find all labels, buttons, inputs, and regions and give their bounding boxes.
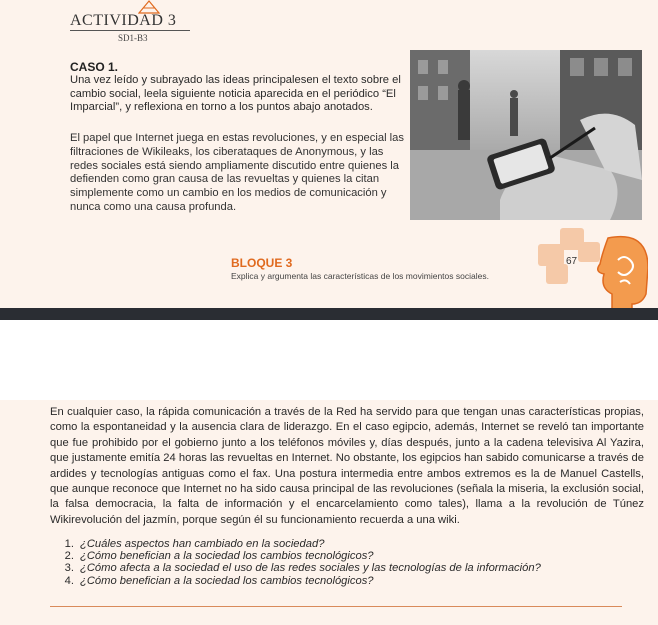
question-item [50,538,644,550]
activity-code: SD1-B3 [118,33,148,43]
case-body: El papel que Internet juega en estas revoluciones, y en especial las filtraciones de Wikileaks, los ciberataques de Anonymous, y las redes sociales está siendo ampliamente discutido entre quienes la defienden como gran causa de las revueltas y quienes la citan simplemente como un cambio en los medios de comunicación y nunca como una causa profunda. [70,132,404,213]
question-text: ¿Cuáles aspectos han cambiado en la sociedad? [80,538,325,550]
street-smartphone-photo [410,50,642,220]
page-number: 67 [566,256,578,267]
question-number: 2. [64,550,74,563]
question-number: 4. [64,574,74,587]
case-intro: Una vez leído y subrayado las ideas principalesen el texto sobre el cambio social, leela siguiente noticia aparecida en el periódico “El Imparcial”, y reflexiona en torno a los puntos abajo anotados. [70,74,401,114]
case-title: CASO 1. [70,60,119,74]
question-item [50,562,644,574]
questions-divider [50,606,622,607]
question-text: ¿Cómo afecta a la sociedad el uso de las redes sociales y las tecnologías de la información? [80,562,541,575]
question-item [50,550,644,562]
activity-title: ACTIVIDAD 3 [70,12,177,29]
question-item [50,575,644,587]
article-paragraph: En cualquier caso, la rápida comunicación a través de la Red ha servido para que tengan unas características propias, como la espontaneidad y la ausencia clara de liderazgo. En el caso egipcio, además, Internet se reveló tan importante que fue prohibido por el gobierno junto a los teléfonos móviles y, días después, junto a la cadena televisiva Al Yazira, que justamente emitía 24 horas las revueltas en Internet. No obstante, los egipcios han sabido comunicarse a través de ardides y tecnologías antiguas como el fax. Una postura intermedia entre ambos extremos es la de Manuel Castells, que aunque reconoce que Internet no ha sido causa principal de las revoluciones (señala la miseria, la exclusión social, la falsa democracia, la falta de información y el encarcelamiento como tales), llama a la revolución de Túnez Wikirevolución del jazmín, porque según él su funcionamiento recuerda a una wiki. [50,406,644,526]
puzzle-head-icon [538,224,648,310]
questions-list [50,538,644,587]
activity-title-underline [70,30,190,31]
question-text: ¿Cómo benefician a la sociedad los cambios tecnológicos? [80,574,374,587]
block-subtitle: Explica y argumenta las características de los movimientos sociales. [231,271,489,281]
block-title: BLOQUE 3 [231,256,293,270]
question-number: 3. [64,562,74,575]
question-text: ¿Cómo benefician a la sociedad los cambios tecnológicos? [80,550,374,563]
question-number: 1. [64,538,74,550]
page-divider-band [0,308,658,320]
